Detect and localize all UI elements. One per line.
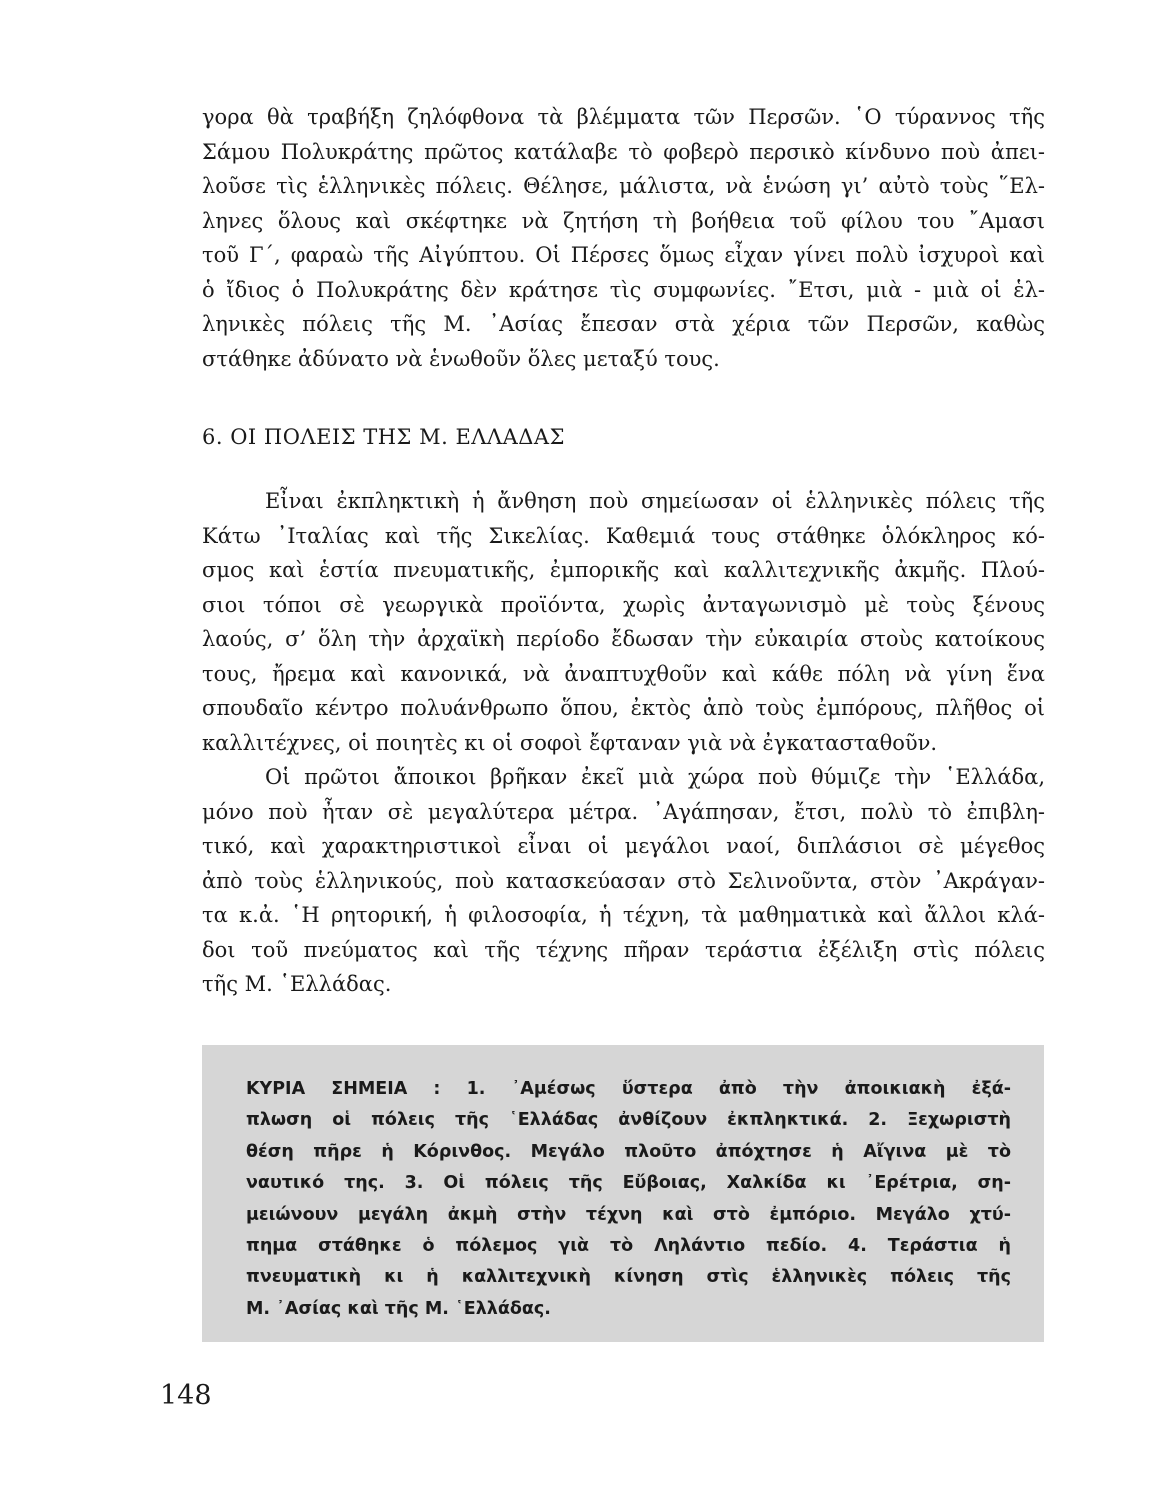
text-line: σμος καὶ ἑστία πνευματικῆς, ἐμπορικῆς καὶ καλλιτεχνικῆς ἀκμῆς. Πλού- [202, 558, 1045, 582]
text-line: γορα θὰ τραβήξη ζηλόφθονα τὰ βλέμματα τῶν Περσῶν. ῾Ο τύραννος τῆς [202, 105, 1045, 129]
text-line: τοῦ Γ΄, φαραὼ τῆς Αἰγύπτου. Οἱ Πέρσες ὅμως εἶχαν γίνει πολὺ ἰσχυροὶ καὶ [202, 243, 1045, 267]
key-points-line: πλωση οἱ πόλεις τῆς ῾Ελλάδας ἀνθίζουν ἐκπληκτικά. 2. Ξεχωριστὴ [246, 1110, 1011, 1131]
text-line: Εἶναι ἐκπληκτικὴ ἡ ἄνθηση ποὺ σημείωσαν οἱ ἑλληνικὲς πόλεις τῆς [265, 489, 1045, 513]
section-heading: 6. ΟΙ ΠΟΛΕΙΣ ΤΗΣ Μ. ΕΛΛΑΔΑΣ [202, 425, 565, 449]
text-line: ληνικὲς πόλεις τῆς Μ. ᾿Ασίας ἔπεσαν στὰ χέρια τῶν Περσῶν, καθὼς [202, 312, 1045, 336]
text-line: τα κ.ἀ. ῾Η ρητορική, ἡ φιλοσοφία, ἡ τέχνη, τὰ μαθηματικὰ καὶ ἄλλοι κλά- [202, 903, 1045, 927]
text-line: δοι τοῦ πνεύματος καὶ τῆς τέχνης πῆραν τεράστια ἐξέλιξη στὶς πόλεις [202, 937, 1045, 962]
paragraph-cities [202, 484, 1045, 760]
key-points-line: μειώνουν μεγάλη ἀκμὴ στὴν τέχνη καὶ στὸ ἐμπόριο. Μεγάλο χτύ- [246, 1204, 1011, 1225]
page-number: 148 [160, 1380, 212, 1411]
text-line: σπουδαῖο κέντρο πολυάνθρωπο ὅπου, ἐκτὸς ἀπὸ τοὺς ἐμπόρους, πλῆθος οἱ [202, 696, 1045, 720]
text-line: Οἱ πρῶτοι ἄποικοι βρῆκαν ἐκεῖ μιὰ χώρα ποὺ θύμιζε τὴν ῾Ελλάδα, [265, 765, 1045, 789]
text-line: ἀπὸ τοὺς ἑλληνικούς, ποὺ κατασκεύασαν στὸ Σελινοῦντα, στὸν ᾿Ακράγαν- [202, 868, 1045, 893]
paragraph-persians [202, 100, 1045, 376]
key-points-line: ΚΥΡΙΑ ΣΗΜΕΙΑ : 1. ᾿Αμέσως ὕστερα ἀπὸ τὴν ἀποικιακὴ ἐξά- [246, 1079, 1011, 1099]
key-points-line: πημα στάθηκε ὁ πόλεμος γιὰ τὸ Ληλάντιο πεδίο. 4. Τεράστια ἡ [246, 1236, 1011, 1257]
text-line: ὁ ἴδιος ὁ Πολυκράτης δὲν κράτησε τὶς συμφωνίες. ῎Ετσι, μιὰ - μιὰ οἱ ἑλ- [202, 277, 1045, 302]
text-line: σιοι τόποι σὲ γεωργικὰ προϊόντα, χωρὶς ἀνταγωνισμὸ μὲ τοὺς ξένους [202, 592, 1045, 617]
text-line: ληνες ὅλους καὶ σκέφτηκε νὰ ζητήση τὴ βοήθεια τοῦ φίλου του ῎Αμασι [202, 208, 1045, 233]
key-points-line: θέση πῆρε ἡ Κόρινθος. Μεγάλο πλοῦτο ἀπόχτησε ἡ Αἴγινα μὲ τὸ [246, 1141, 1011, 1162]
key-points-line: πνευματικὴ κι ἡ καλλιτεχνικὴ κίνηση στὶς ἑλληνικὲς πόλεις τῆς [246, 1267, 1011, 1288]
text-line: τους, ἤρεμα καὶ κανονικά, νὰ ἀναπτυχθοῦν καὶ κάθε πόλη νὰ γίνη ἕνα [202, 661, 1045, 686]
key-points-box [202, 1045, 1044, 1342]
key-points-line: Μ. ᾿Ασίας καὶ τῆς Μ. ῾Ελλάδας. [246, 1298, 551, 1319]
text-line: τῆς Μ. ῾Ελλάδας. [202, 972, 392, 996]
text-line: καλλιτέχνες, οἱ ποιητὲς κι οἱ σοφοὶ ἔφταναν γιὰ νὰ ἐγκατασταθοῦν. [202, 730, 938, 755]
text-line: μόνο ποὺ ἦταν σὲ μεγαλύτερα μέτρα. ᾿Αγάπησαν, ἔτσι, πολὺ τὸ ἐπιβλη- [202, 799, 1045, 824]
text-line: λαούς, σ’ ὅλη τὴν ἀρχαϊκὴ περίοδο ἔδωσαν τὴν εὐκαιρία στοὺς κατοίκους [202, 627, 1045, 651]
text-line: στάθηκε ἀδύνατο νὰ ἑνωθοῦν ὅλες μεταξύ τους. [202, 346, 720, 371]
text-line: τικό, καὶ χαρακτηριστικοὶ εἶναι οἱ μεγάλοι ναοί, διπλάσιοι σὲ μέγεθος [202, 834, 1045, 858]
key-points-text [246, 1074, 1011, 1325]
text-line: Κάτω ᾿Ιταλίας καὶ τῆς Σικελίας. Καθεμιά τους στάθηκε ὁλόκληρος κό- [202, 523, 1045, 548]
text-line: Σάμου Πολυκράτης πρῶτος κατάλαβε τὸ φοβερὸ περσικὸ κίνδυνο ποὺ ἀπει- [202, 139, 1045, 164]
key-points-line: ναυτικό της. 3. Οἱ πόλεις τῆς Εὔβοιας, Χαλκίδα κι ᾿Ερέτρια, ση- [246, 1173, 1011, 1194]
text-line: λοῦσε τὶς ἑλληνικὲς πόλεις. Θέλησε, μάλιστα, νὰ ἑνώση γι’ αὐτὸ τοὺς ῞Ελ- [202, 174, 1045, 198]
paragraph-colonists [202, 760, 1045, 1002]
